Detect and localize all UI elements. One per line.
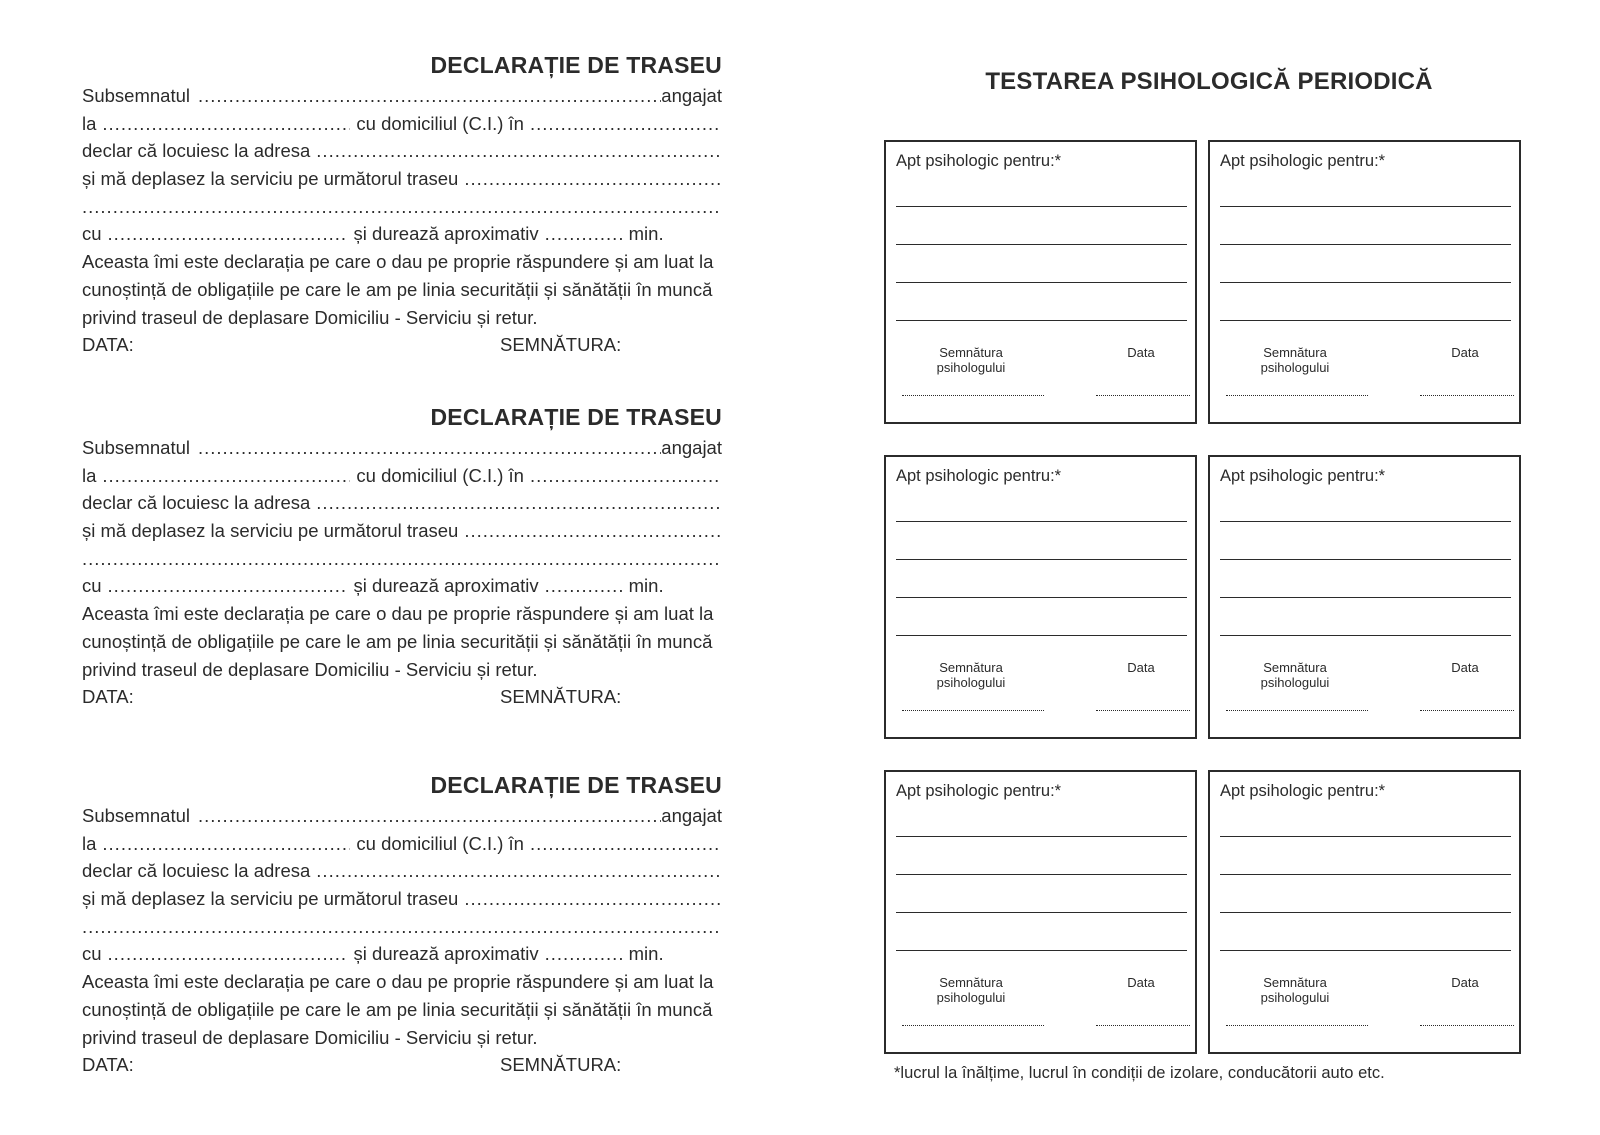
answer-line[interactable] [896,521,1187,522]
min-label: min. [628,223,664,245]
signature-field[interactable] [902,1015,1044,1026]
domicile-field[interactable] [530,110,722,138]
answer-line[interactable] [896,950,1187,951]
employer-line [82,830,722,858]
statement-text: cunoștință de obligațiile pe care le am pe linia securității și sănătății în muncă [82,630,713,652]
address-line [82,489,722,517]
declaration-title: DECLARAȚIE DE TRASEU [430,772,722,798]
route-line [82,165,722,193]
answer-line[interactable] [1220,597,1511,598]
address-label: declar că locuiesc la adresa [82,140,311,162]
signature-field[interactable] [902,385,1044,396]
declaration-title: DECLARAȚIE DE TRASEU [430,404,722,430]
name-line [82,82,722,110]
apt-label: Apt psihologic pentru:* [1220,152,1386,170]
psychologist-signature-label: Semnătura psihologului [1260,660,1330,690]
apt-label: Apt psihologic pentru:* [1220,467,1386,485]
date-field[interactable] [1420,700,1514,711]
route-declaration-3 [82,768,722,1079]
route-continuation-field[interactable] [82,913,722,941]
duration-label: și durează aproximativ [353,223,539,245]
employer-field[interactable] [102,110,350,138]
address-line [82,137,722,165]
apt-label: Apt psihologic pentru:* [896,152,1062,170]
transport-line [82,220,722,248]
psychologist-signature-label: Semnătura psihologului [1260,345,1330,375]
min-label: min. [628,575,664,597]
route-declaration-2 [82,400,722,711]
min-label: min. [628,943,664,965]
la-label: la [82,112,97,134]
transport-line [82,572,722,600]
route-field[interactable] [464,885,722,913]
answer-line[interactable] [896,206,1187,207]
psychologist-signature-label: Semnătura psihologului [1260,975,1330,1005]
route-continuation-field[interactable] [82,545,722,573]
name-line [82,802,722,830]
psych-test-box [884,770,1197,1054]
employer-line [82,462,722,490]
domicile-field[interactable] [530,830,722,858]
apt-label: Apt psihologic pentru:* [1220,782,1386,800]
answer-line[interactable] [1220,559,1511,560]
psychologist-signature-label: Semnătura psihologului [936,975,1006,1005]
date-field[interactable] [1420,1015,1514,1026]
psych-test-box [884,455,1197,739]
statement-text: Aceasta îmi este declarația pe care o dau pe proprie răspundere și am luat la [82,971,714,993]
domicile-label: cu domiciliul (C.I.) în [356,464,524,486]
answer-line[interactable] [1220,244,1511,245]
answer-line[interactable] [1220,635,1511,636]
psych-test-box [1208,140,1521,424]
answer-line[interactable] [1220,320,1511,321]
address-field[interactable] [316,857,722,885]
psych-test-box [1208,455,1521,739]
cu-label: cu [82,943,102,965]
name-field[interactable] [198,82,661,110]
date-signature-row [82,1051,722,1079]
address-label: declar că locuiesc la adresa [82,860,311,882]
duration-field[interactable] [545,572,623,600]
address-label: declar că locuiesc la adresa [82,492,311,514]
transport-field[interactable] [108,220,348,248]
date-field[interactable] [1096,700,1190,711]
date-signature-row [82,331,722,359]
statement-text: privind traseul de deplasare Domiciliu - Serviciu și retur. [82,1026,538,1048]
la-label: la [82,832,97,854]
psychologist-signature-label: Semnătura psihologului [936,660,1006,690]
date-field[interactable] [1420,385,1514,396]
answer-line[interactable] [896,836,1187,837]
apt-label: Apt psihologic pentru:* [896,467,1062,485]
domicile-label: cu domiciliul (C.I.) în [356,112,524,134]
duration-label: și durează aproximativ [353,943,539,965]
answer-line[interactable] [1220,282,1511,283]
answer-line[interactable] [896,244,1187,245]
answer-line[interactable] [1220,950,1511,951]
date-label: Data [1451,660,1479,675]
address-field[interactable] [316,489,722,517]
date-label: DATA: [82,1054,134,1076]
name-field[interactable] [198,802,661,830]
date-label: Data [1451,345,1479,360]
transport-field[interactable] [108,572,348,600]
answer-line[interactable] [896,559,1187,560]
name-line [82,434,722,462]
answer-line[interactable] [896,282,1187,283]
psych-test-box [884,140,1197,424]
answer-line[interactable] [1220,912,1511,913]
transport-line [82,940,722,968]
domicile-field[interactable] [530,462,722,490]
psych-test-box [1208,770,1521,1054]
date-label: DATA: [82,334,134,356]
answer-line[interactable] [896,635,1187,636]
subsemnatul-label: Subsemnatul [82,805,190,826]
answer-line[interactable] [1220,874,1511,875]
date-label: Data [1451,975,1479,990]
angajat-label: angajat [661,85,722,106]
duration-label: și durează aproximativ [353,575,539,597]
route-continuation-field[interactable] [82,193,722,221]
answer-line[interactable] [896,597,1187,598]
answer-line[interactable] [896,874,1187,875]
signature-field[interactable] [1226,1015,1368,1026]
answer-line[interactable] [1220,836,1511,837]
answer-line[interactable] [896,320,1187,321]
date-field[interactable] [1096,1015,1190,1026]
duration-field[interactable] [545,940,623,968]
route-field[interactable] [464,517,722,545]
route-field[interactable] [464,165,722,193]
domicile-label: cu domiciliul (C.I.) în [356,832,524,854]
route-label: și mă deplasez la serviciu pe următorul traseu [82,520,459,542]
address-field[interactable] [316,137,722,165]
subsemnatul-label: Subsemnatul [82,437,190,458]
date-label: DATA: [82,686,134,708]
signature-label: SEMNĂTURA: [500,1054,622,1076]
statement-text: cunoștință de obligațiile pe care le am pe linia securității și sănătății în muncă [82,278,713,300]
route-continuation-line [82,913,722,941]
route-declaration-1 [82,48,722,359]
employer-line [82,110,722,138]
route-continuation-line [82,193,722,221]
answer-line[interactable] [896,912,1187,913]
date-label: Data [1127,345,1155,360]
apt-label: Apt psihologic pentru:* [896,782,1062,800]
address-line [82,857,722,885]
statement-text: privind traseul de deplasare Domiciliu - Serviciu și retur. [82,306,538,328]
transport-field[interactable] [108,940,348,968]
signature-label: SEMNĂTURA: [500,686,622,708]
date-signature-row [82,683,722,711]
footnote: *lucrul la înălțime, lucrul în condiții de izolare, conducătorii auto etc. [894,1064,1385,1082]
la-label: la [82,464,97,486]
date-field[interactable] [1096,385,1190,396]
signature-field[interactable] [1226,700,1368,711]
signature-label: SEMNĂTURA: [500,334,622,356]
employer-field[interactable] [102,462,350,490]
signature-field[interactable] [902,700,1044,711]
angajat-label: angajat [661,805,722,826]
psychologist-signature-label: Semnătura psihologului [936,345,1006,375]
statement-text: privind traseul de deplasare Domiciliu - Serviciu și retur. [82,658,538,680]
date-label: Data [1127,660,1155,675]
route-label: și mă deplasez la serviciu pe următorul traseu [82,888,459,910]
route-continuation-line [82,545,722,573]
route-label: și mă deplasez la serviciu pe următorul traseu [82,168,459,190]
cu-label: cu [82,223,102,245]
cu-label: cu [82,575,102,597]
answer-line[interactable] [1220,521,1511,522]
statement-text: Aceasta îmi este declarația pe care o dau pe proprie răspundere și am luat la [82,251,714,273]
name-field[interactable] [198,434,661,462]
angajat-label: angajat [661,437,722,458]
route-line [82,885,722,913]
route-line [82,517,722,545]
statement-text: Aceasta îmi este declarația pe care o dau pe proprie răspundere și am luat la [82,603,714,625]
declaration-title: DECLARAȚIE DE TRASEU [430,52,722,78]
duration-field[interactable] [545,220,623,248]
signature-field[interactable] [1226,385,1368,396]
psych-testing-title: TESTAREA PSIHOLOGICĂ PERIODICĂ [985,68,1433,96]
date-label: Data [1127,975,1155,990]
subsemnatul-label: Subsemnatul [82,85,190,106]
employer-field[interactable] [102,830,350,858]
answer-line[interactable] [1220,206,1511,207]
statement-text: cunoștință de obligațiile pe care le am pe linia securității și sănătății în muncă [82,998,713,1020]
